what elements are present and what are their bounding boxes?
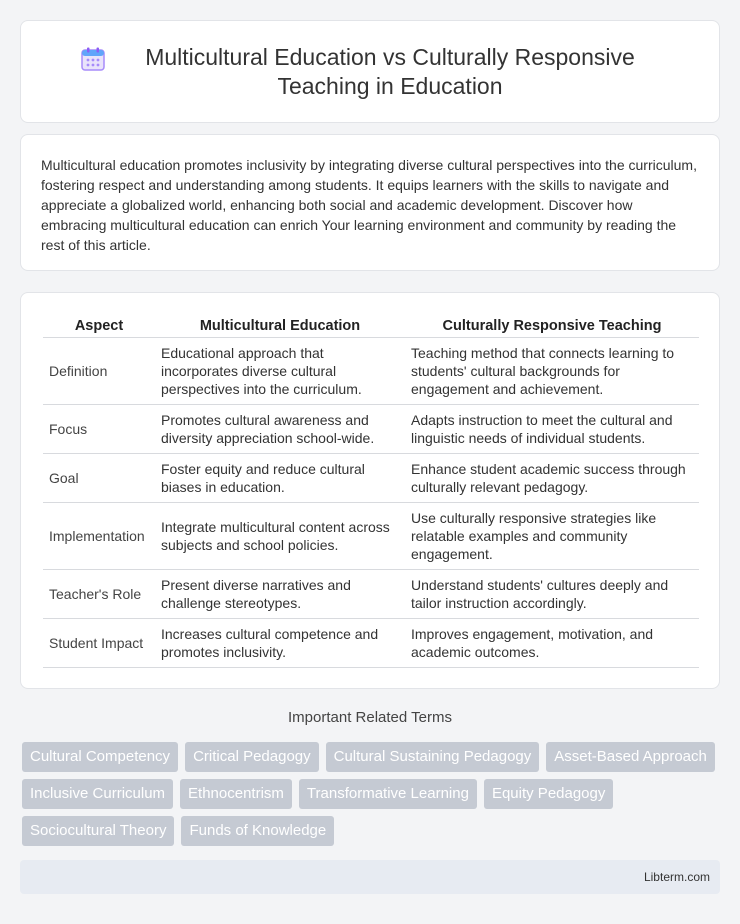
row-multicultural: Present diverse narratives and challenge stereotypes. xyxy=(155,570,405,619)
related-term-tag[interactable]: Asset-Based Approach xyxy=(546,742,715,772)
row-aspect: Implementation xyxy=(43,503,155,570)
row-aspect: Definition xyxy=(43,338,155,405)
related-term-tag[interactable]: Ethnocentrism xyxy=(180,779,292,809)
table-row xyxy=(43,338,699,405)
column-header-aspect: Aspect xyxy=(43,315,155,338)
row-aspect: Goal xyxy=(43,454,155,503)
row-aspect: Teacher's Role xyxy=(43,570,155,619)
row-culturally-responsive: Enhance student academic success through culturally relevant pedagogy. xyxy=(405,454,699,503)
table-header-row xyxy=(43,315,699,338)
row-culturally-responsive: Teaching method that connects learning to students' cultural backgrounds for engagement and achievement. xyxy=(405,338,699,405)
intro-card xyxy=(20,134,720,271)
related-term-tag[interactable]: Sociocultural Theory xyxy=(22,816,174,846)
related-terms-list xyxy=(22,742,722,846)
intro-paragraph: Multicultural education promotes inclusivity by integrating diverse cultural perspectives into the curriculum, fostering respect and understanding among students. It equips learners with the skills to navigate and appreciate a globalized world, enhancing both social and academic development. Discover how embracing multicultural education can enrich Your learning environment and community by reading the rest of this article. xyxy=(41,157,697,253)
table-row xyxy=(43,454,699,503)
table-row xyxy=(43,405,699,454)
related-term-tag[interactable]: Funds of Knowledge xyxy=(181,816,334,846)
related-term-tag[interactable]: Inclusive Curriculum xyxy=(22,779,173,809)
row-multicultural: Integrate multicultural content across subjects and school policies. xyxy=(155,503,405,570)
comparison-card xyxy=(20,292,720,689)
row-culturally-responsive: Understand students' cultures deeply and tailor instruction accordingly. xyxy=(405,570,699,619)
row-culturally-responsive: Adapts instruction to meet the cultural and linguistic needs of individual students. xyxy=(405,405,699,454)
related-term-tag[interactable]: Equity Pedagogy xyxy=(484,779,613,809)
related-term-tag[interactable]: Critical Pedagogy xyxy=(185,742,319,772)
table-row xyxy=(43,503,699,570)
calendar-icon xyxy=(80,46,106,72)
related-term-tag[interactable]: Cultural Competency xyxy=(22,742,178,772)
title-card xyxy=(20,20,720,123)
related-term-tag[interactable]: Cultural Sustaining Pedagogy xyxy=(326,742,540,772)
row-culturally-responsive: Improves engagement, motivation, and academic outcomes. xyxy=(405,619,699,668)
page-title: Multicultural Education vs Culturally Responsive Teaching in Education xyxy=(145,43,635,99)
column-header-culturally-responsive: Culturally Responsive Teaching xyxy=(405,315,699,338)
row-multicultural: Promotes cultural awareness and diversity appreciation school-wide. xyxy=(155,405,405,454)
table-row xyxy=(43,570,699,619)
footer xyxy=(20,860,720,894)
related-term-tag[interactable]: Transformative Learning xyxy=(299,779,477,809)
row-multicultural: Foster equity and reduce cultural biases in education. xyxy=(155,454,405,503)
footer-site-link[interactable]: Libterm.com xyxy=(643,870,710,884)
column-header-multicultural: Multicultural Education xyxy=(155,315,405,338)
title-wrap xyxy=(70,43,670,101)
row-aspect: Focus xyxy=(43,405,155,454)
row-multicultural: Educational approach that incorporates diverse cultural perspectives into the curriculum. xyxy=(155,338,405,405)
table-row xyxy=(43,619,699,668)
row-multicultural: Increases cultural competence and promotes inclusivity. xyxy=(155,619,405,668)
row-culturally-responsive: Use culturally responsive strategies like relatable examples and community engagement. xyxy=(405,503,699,570)
related-terms-heading: Important Related Terms xyxy=(288,709,452,726)
row-aspect: Student Impact xyxy=(43,619,155,668)
comparison-table xyxy=(43,315,699,668)
